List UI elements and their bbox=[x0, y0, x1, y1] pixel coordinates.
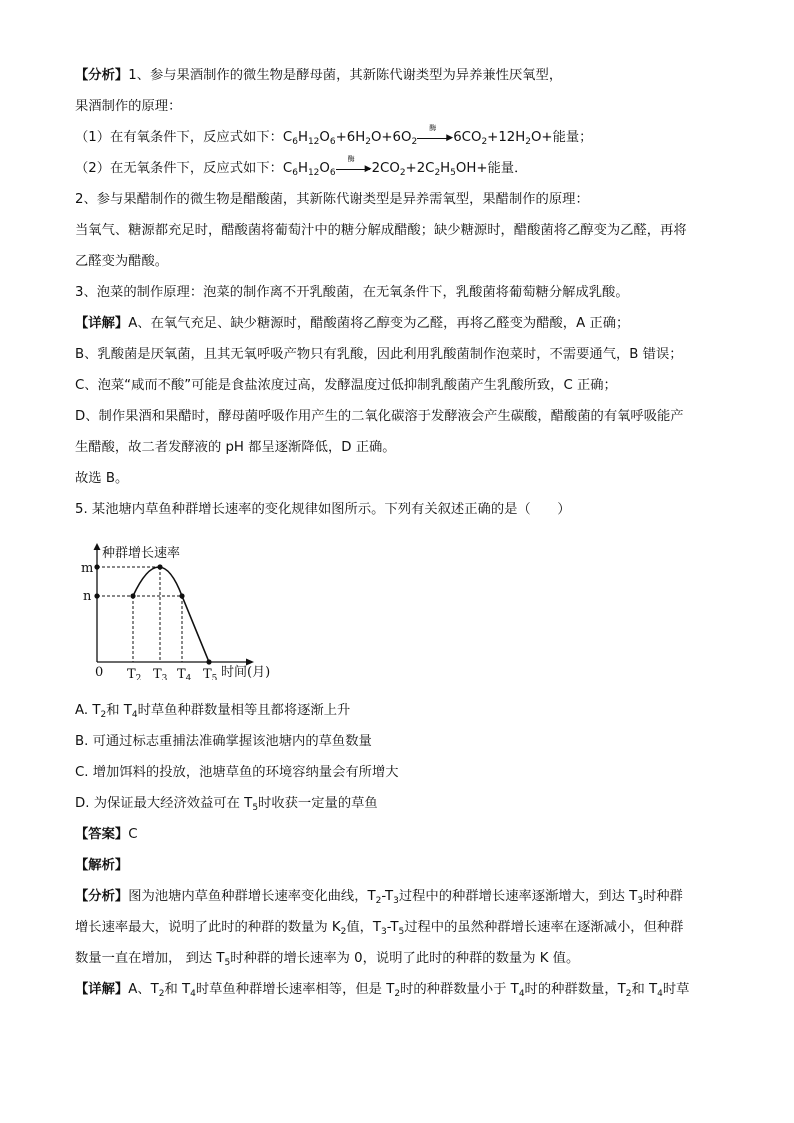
x-tick-t3: $T_3$ bbox=[153, 667, 168, 680]
point-t5 bbox=[206, 659, 211, 664]
equation-anaerobic: （2）在无氧条件下，反应式如下：$C_6H_{12}O_6$ 酶 ▶ $2CO_2+2C_2H_5OH+$能量． bbox=[75, 155, 528, 178]
line-text: A、在氧气充足、缺少糖源时，醋酸菌将乙醇变为乙醛，再将乙醛变为醋酸，A 正确； bbox=[128, 316, 630, 331]
y-tick-m: m bbox=[81, 561, 94, 576]
x-tick-t2: $T_2$ bbox=[127, 667, 142, 680]
section-tag: 【详解】 bbox=[75, 982, 129, 997]
x-tick-t4: $T_4$ bbox=[177, 667, 192, 680]
answer-value: C bbox=[128, 827, 138, 842]
line-detail-b: B、乳酸菌是厌氧菌，且其无氧呼吸产物只有乳酸，因此利用乳酸菌制作泡菜时，不需要通气，B 错误； bbox=[75, 347, 683, 362]
line-choose: 故选 B。 bbox=[75, 471, 129, 486]
point-t2 bbox=[130, 593, 135, 598]
reaction-arrow-icon: 酶 ▶ bbox=[417, 132, 453, 142]
y-axis-arrow-icon bbox=[94, 543, 101, 550]
answer-line bbox=[75, 825, 137, 845]
line-wine-principle: 果酒制作的原理： bbox=[75, 99, 182, 114]
x-axis-label: 时间(月) bbox=[221, 665, 271, 680]
option-d: D. 为保证最大经济效益可在 $T_5$时收获一定量的草鱼 bbox=[75, 796, 378, 813]
section-tag: 【答案】 bbox=[75, 827, 129, 842]
line-vinegar-1: 2、参与果醋制作的微生物是醋酸菌，其新陈代谢类型是异养需氧型，果醋制作的原理： bbox=[75, 192, 589, 207]
line-vinegar-3: 乙醛变为醋酸。 bbox=[75, 254, 169, 269]
growth-rate-chart bbox=[78, 535, 288, 680]
y-tick-n: n bbox=[83, 589, 92, 604]
section-tag: 【详解】 bbox=[75, 316, 129, 331]
reaction-arrow-icon: 酶 ▶ bbox=[336, 163, 372, 173]
point-n-left bbox=[94, 593, 99, 598]
line-detail-d2: 生醋酸，故二者发酵液的 pH 都呈逐渐降低，D 正确。 bbox=[75, 440, 396, 455]
analysis-line-1: 【分析】图为池塘内草鱼种群增长速率变化曲线，$T_2-T_3$过程中的种群增长速率逐渐增大，到达 $T_3$时种群 bbox=[75, 889, 683, 906]
analysis-line-3: 数量一直在增加， 到达 $T_5$时种群的增长速率为 0，说明了此时的种群的数量为 K 值。 bbox=[75, 951, 580, 968]
option-c: C. 增加饵料的投放，池塘草鱼的环境容纳量会有所增大 bbox=[75, 765, 399, 780]
section-tag: 【分析】 bbox=[75, 68, 129, 83]
line-text: 1、参与果酒制作的微生物是酵母菌，其新陈代谢类型为异养兼性厌氧型， bbox=[128, 68, 563, 83]
line-vinegar-2: 当氧气、糖源都充足时，醋酸菌将葡萄汁中的糖分解成醋酸；缺少糖源时，醋酸菌将乙醇变为乙醛，再将 bbox=[75, 223, 687, 238]
line-detail-d1: D、制作果酒和果醋时，酵母菌呼吸作用产生的二氧化碳溶于发酵液会产生碳酸，醋酸菌的有氧呼吸能产 bbox=[75, 409, 684, 424]
line-analysis-1 bbox=[75, 66, 562, 86]
line-detail-c: C、泡菜“咸而不酸”可能是食盐浓度过高，发酵温度过低抑制乳酸菌产生乳酸所致，C 正确； bbox=[75, 378, 617, 393]
detail-line-a: 【详解】A、$T_2$和 $T_4$时草鱼种群增长速率相等，但是 $T_2$时的种群数量小于 $T_4$时的种群数量，$T_2$和 $T_4$时草 bbox=[75, 982, 690, 999]
x-tick-t5: $T_5$ bbox=[203, 667, 218, 680]
option-b: B. 可通过标志重捕法准确掌握该池塘内的草鱼数量 bbox=[75, 734, 372, 749]
option-a: A. $T_2$和 $T_4$时草鱼种群数量相等且都将逐渐上升 bbox=[75, 703, 351, 720]
point-m-left bbox=[94, 564, 99, 569]
line-detail-a bbox=[75, 314, 629, 334]
question-5: 5. 某池塘内草鱼种群增长速率的变化规律如图所示。下列有关叙述正确的是（ ） bbox=[75, 502, 571, 517]
y-axis-label: 种群增长速率 bbox=[102, 546, 181, 561]
section-tag: 【分析】 bbox=[75, 889, 129, 904]
analysis-line-2: 增长速率最大，说明了此时的种群的数量为 $K_2$值，$T_3-T_5$过程中的虽然种群增长速率在逐渐减小，但种群 bbox=[75, 920, 684, 937]
explanation-tag: 【解析】 bbox=[75, 858, 129, 873]
equation-aerobic: （1）在有氧条件下，反应式如下：$C_6H_{12}O_6+6H_2O+6O_2$ 酶 ▶ $6CO_2+12H_2O+$能量； bbox=[75, 124, 593, 147]
growth-curve bbox=[133, 567, 209, 662]
line-pickle: 3、泡菜的制作原理：泡菜的制作离不开乳酸菌，在无氧条件下，乳酸菌将葡萄糖分解成乳酸。 bbox=[75, 285, 629, 300]
point-t4 bbox=[179, 593, 184, 598]
origin-label: 0 bbox=[95, 665, 104, 680]
point-t3 bbox=[157, 564, 162, 569]
